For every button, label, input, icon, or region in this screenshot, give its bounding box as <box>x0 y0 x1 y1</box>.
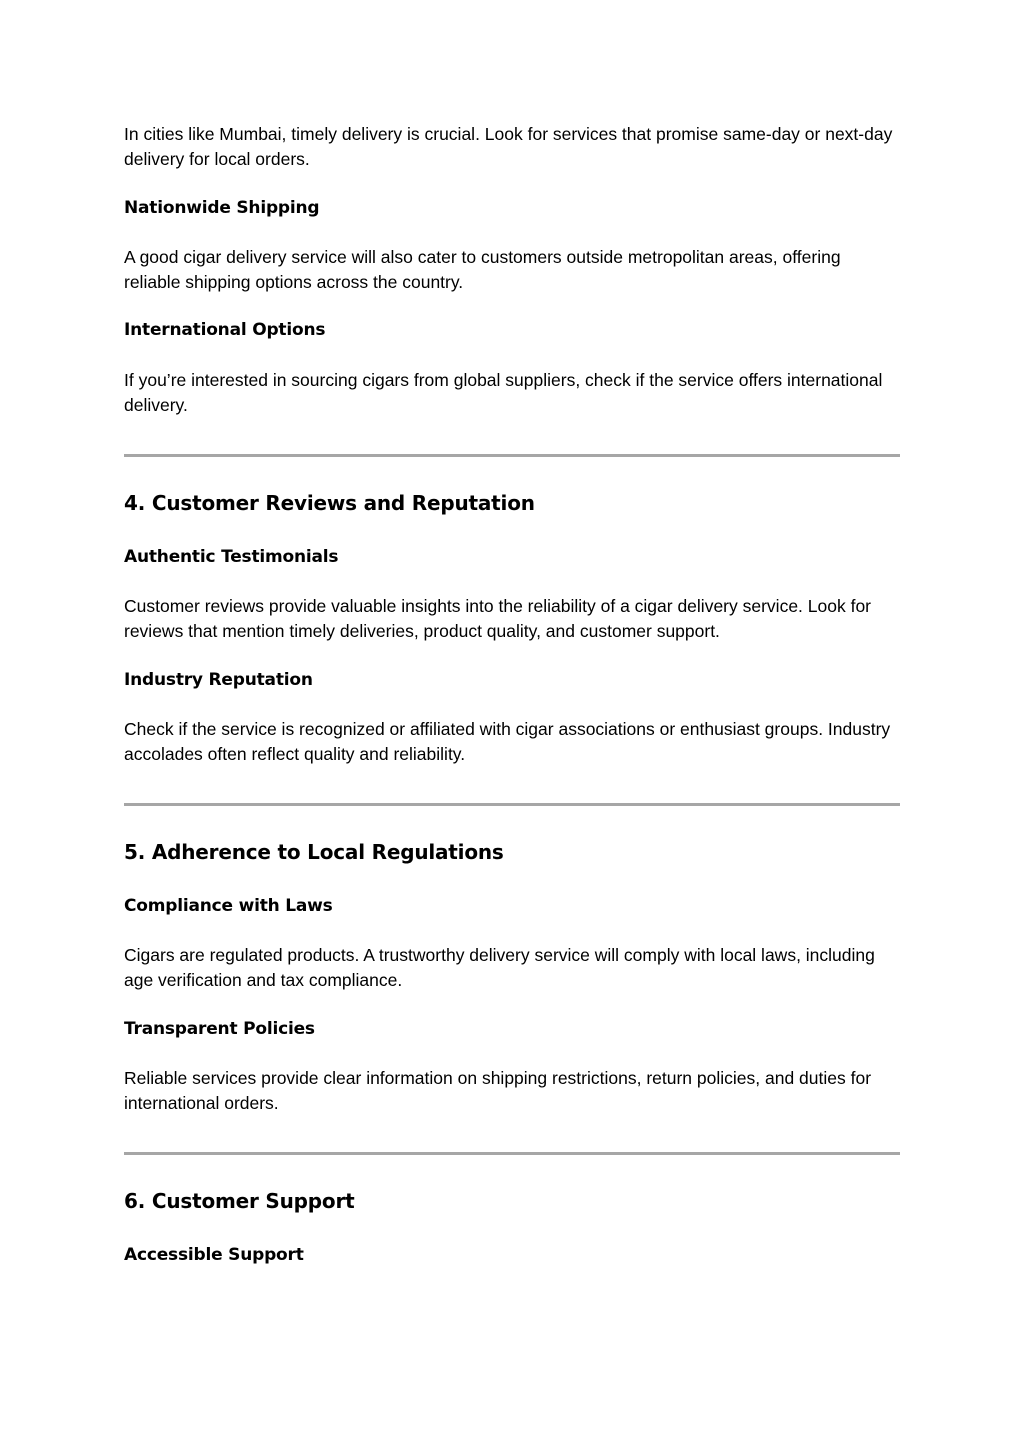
transparent-policies-paragraph: Reliable services provide clear information on shipping restrictions, return policies, and duties for international orders. <box>124 1068 872 1113</box>
nationwide-shipping-paragraph: A good cigar delivery service will also cater to customers outside metropolitan areas, offering reliable shipping options across the country. <box>124 247 841 292</box>
section-6-title: 6. Customer Support <box>124 1189 355 1213</box>
accessible-support-heading: Accessible Support <box>124 1245 304 1265</box>
compliance-with-laws-heading: Compliance with Laws <box>124 896 333 916</box>
section-divider <box>124 454 900 457</box>
international-options-paragraph: If you’re interested in sourcing cigars from global suppliers, check if the service offers international delivery. <box>124 370 883 415</box>
section-divider <box>124 1152 900 1155</box>
authentic-testimonials-heading: Authentic Testimonials <box>124 547 339 567</box>
international-options-heading: International Options <box>124 320 326 340</box>
section-divider <box>124 803 900 806</box>
intro-paragraph: In cities like Mumbai, timely delivery is crucial. Look for services that promise same-day or next-day delivery for local orders. <box>124 124 893 169</box>
nationwide-shipping-heading: Nationwide Shipping <box>124 198 320 218</box>
transparent-policies-heading: Transparent Policies <box>124 1019 315 1039</box>
industry-reputation-paragraph: Check if the service is recognized or affiliated with cigar associations or enthusiast groups. Industry accolades often reflect quality and reliability. <box>124 719 891 764</box>
industry-reputation-heading: Industry Reputation <box>124 670 313 690</box>
section-4-title: 4. Customer Reviews and Reputation <box>124 491 535 515</box>
compliance-with-laws-paragraph: Cigars are regulated products. A trustworthy delivery service will comply with local laws, including age verification and tax compliance. <box>124 945 875 990</box>
authentic-testimonials-paragraph: Customer reviews provide valuable insights into the reliability of a cigar delivery service. Look for reviews that mention timely deliveries, product quality, and customer support. <box>124 596 872 641</box>
section-5-title: 5. Adherence to Local Regulations <box>124 840 504 864</box>
